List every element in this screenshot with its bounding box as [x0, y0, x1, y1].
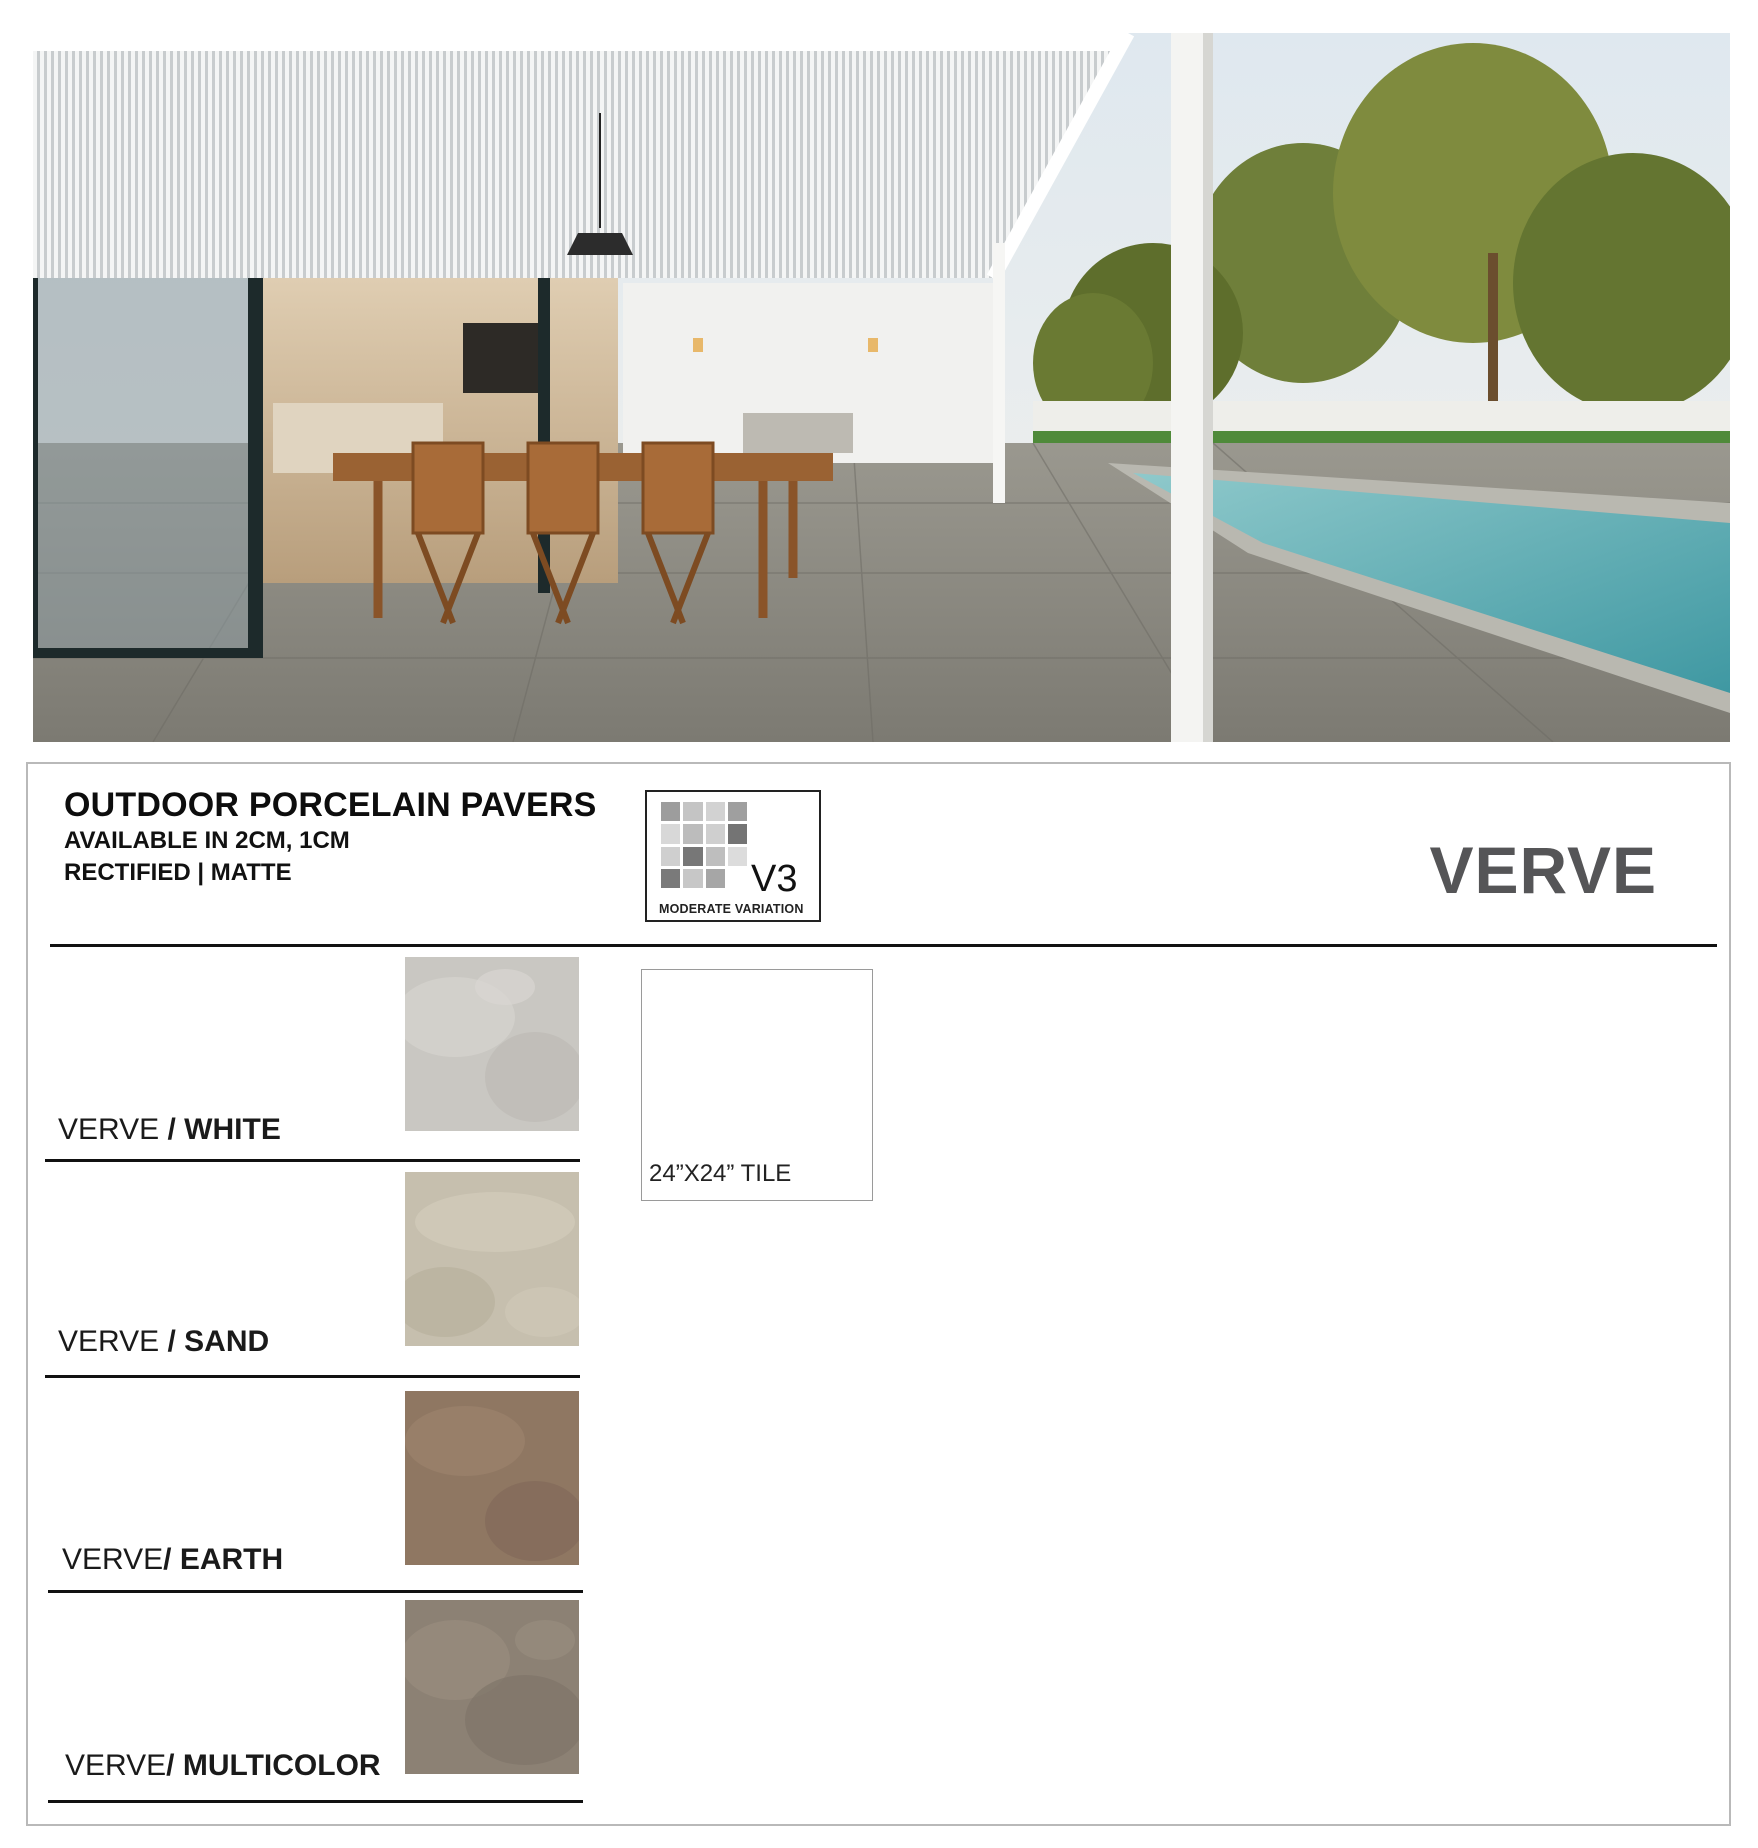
color-divider: [48, 1800, 583, 1803]
color-label-white: VERVE / WHITE: [58, 1113, 281, 1146]
variation-grid-icon: [661, 802, 747, 888]
color-label-earth: VERVE/ EARTH: [62, 1543, 284, 1576]
color-divider: [48, 1590, 583, 1593]
patio-scene-illustration: [33, 33, 1730, 742]
spec-sheet-panel: [26, 762, 1731, 1826]
color-label-multicolor: VERVE/ MULTICOLOR: [65, 1749, 381, 1782]
swatch-multicolor: [405, 1600, 579, 1774]
swatch-sand: [405, 1172, 579, 1346]
color-label-sand: VERVE / SAND: [58, 1325, 270, 1358]
header-divider: [50, 944, 1717, 947]
collection-name: VERVE: [1429, 833, 1657, 907]
color-divider: [45, 1159, 580, 1162]
hero-photo: [33, 33, 1730, 742]
swatch-earth: [405, 1391, 579, 1565]
variation-code: V3: [751, 858, 798, 900]
edge-finish: RECTIFIED | MATTE: [64, 859, 292, 886]
shade-variation-badge: [645, 790, 821, 922]
tile-size-diagram: [641, 969, 873, 1201]
swatch-white: [405, 957, 579, 1131]
product-title: OUTDOOR PORCELAIN PAVERS: [64, 786, 597, 824]
variation-label: MODERATE VARIATION: [659, 902, 804, 916]
thickness-availability: AVAILABLE IN 2CM, 1CM: [64, 827, 350, 854]
tile-size-label: 24”X24” TILE: [649, 1160, 792, 1187]
color-divider: [45, 1375, 580, 1378]
